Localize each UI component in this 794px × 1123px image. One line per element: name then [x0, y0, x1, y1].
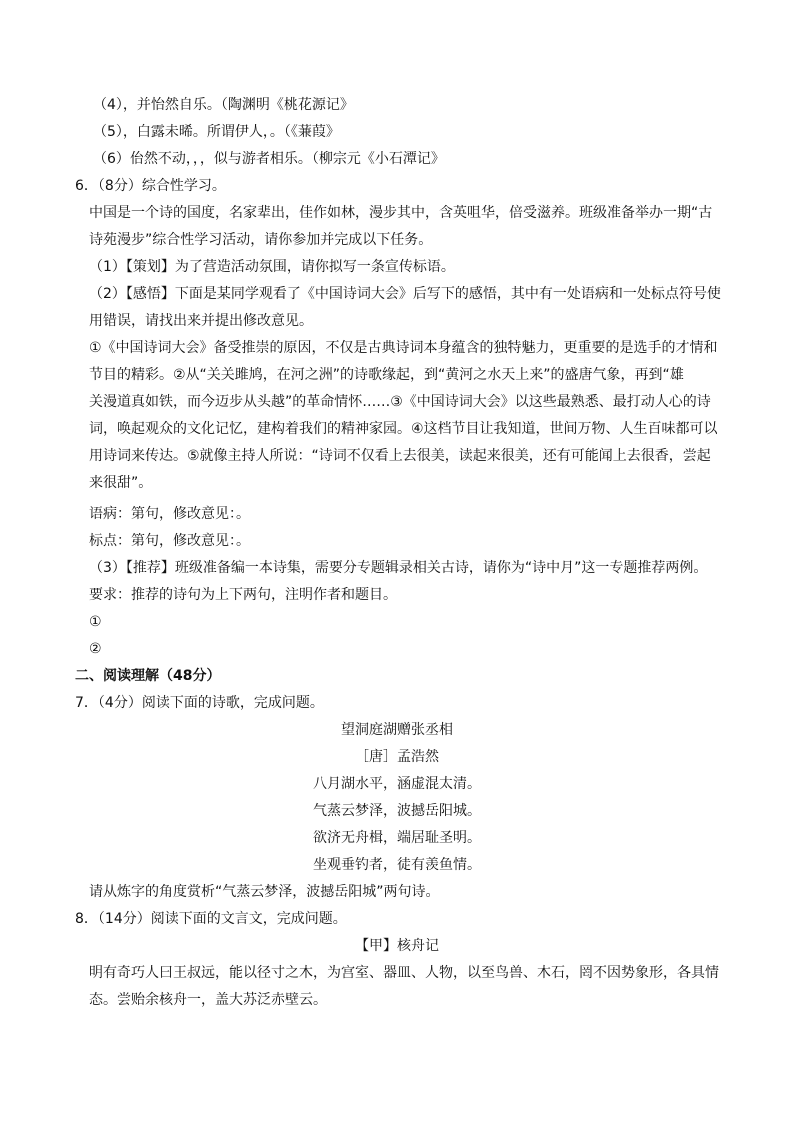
- text-line-2: 态。尝贻余核舟一，盖大苏泛赤壁云。: [89, 992, 327, 1008]
- q6-passage-line-1: ①《中国诗词大会》备受推崇的原因，不仅是古典诗词本身蕴含的独特魅力，更重要的是选手的才情和: [89, 340, 718, 356]
- q6-task-2-line-2: 用错误，请找出来并提出修改意见。: [89, 313, 313, 329]
- q6-passage-line-2: 节目的精彩。②从“关关雎鸠，在河之洲”的诗歌缘起，到“黄河之水天上来”的盛唐气象，再到“雄: [89, 367, 684, 383]
- poem-author: ［唐］孟浩然: [355, 749, 439, 765]
- q7-heading: 7．（4分）阅读下面的诗歌，完成问题。: [75, 695, 324, 711]
- q6-passage-line-3: 关漫道真如铁，而今迈步从头越”的革命情怀……③《中国诗词大会》以这些最熟悉、最打动人心的诗: [89, 394, 711, 410]
- q6-heading: 6．（8分）综合性学习。: [75, 178, 226, 194]
- poem-line-4: 坐观垂钓者，徒有羡鱼情。: [313, 857, 481, 873]
- q5-line-6: （6）佁然不动，，，似与游者相乐。（柳宗元《小石潭记》: [93, 151, 445, 167]
- q6-blank-1: ①: [89, 614, 102, 630]
- q6-blank-2: ②: [89, 641, 102, 657]
- q6-intro-line-1: 中国是一个诗的国度，名家辈出，佳作如林，漫步其中，含英咀华，倍受滋养。班级准备举办一期“古: [89, 205, 713, 221]
- section-2-heading: 二、阅读理解（48分）: [75, 668, 221, 684]
- q6-answer-punctuation: 标点：第句，修改意见：。: [89, 533, 250, 549]
- q6-intro-line-2: 诗苑漫步”综合性学习活动，请你参加并完成以下任务。: [89, 232, 433, 248]
- q6-task-2-line-1: （2）【感悟】下面是某同学观看了《中国诗词大会》后写下的感悟，其中有一处语病和一处标点符号使: [89, 286, 721, 302]
- q8-heading: 8．（14分）阅读下面的文言文，完成问题。: [75, 911, 347, 927]
- poem-line-1: 八月湖水平，涵虚混太清。: [313, 776, 481, 792]
- text-title: 【甲】核舟记: [355, 938, 439, 954]
- q5-line-4: （4），并怡然自乐。（陶渊明《桃花源记》: [93, 97, 354, 113]
- q6-passage-line-4: 词，唤起观众的文化记忆，建构着我们的精神家园。④这档节目让我知道，世间万物、人生百味都可以: [89, 421, 718, 437]
- poem-title: 望洞庭湖赠张丞相: [341, 722, 453, 738]
- q6-passage-line-5: 用诗词来传达。⑤就像主持人所说：“诗词不仅看上去很美，读起来很美，还有可能闻上去很香，尝起: [89, 448, 711, 464]
- q5-line-5: （5），白露未晞。所谓伊人，。（《蒹葭》: [93, 124, 340, 140]
- text-line-1: 明有奇巧人曰王叔远，能以径寸之木，为宫室、器皿、人物，以至鸟兽、木石，罔不因势象形，各具情: [89, 965, 719, 981]
- q6-requirement: 要求：推荐的诗句为上下两句，注明作者和题目。: [89, 587, 397, 603]
- q7-question: 请从炼字的角度赏析“气蒸云梦泽，波撼岳阳城”两句诗。: [89, 884, 440, 900]
- q6-task-3: （3）【推荐】班级准备编一本诗集，需要分专题辑录相关古诗，请你为“诗中月”这一专题推荐两例。: [89, 560, 708, 576]
- q6-passage-line-6: 来很甜”。: [89, 475, 153, 491]
- poem-line-3: 欲济无舟楫，端居耻圣明。: [313, 830, 481, 846]
- poem-line-2: 气蒸云梦泽，波撼岳阳城。: [313, 803, 481, 819]
- q6-answer-grammar: 语病：第句，修改意见：。: [89, 506, 250, 522]
- q6-task-1: （1）【策划】为了营造活动氛围，请你拟写一条宣传标语。: [89, 259, 455, 275]
